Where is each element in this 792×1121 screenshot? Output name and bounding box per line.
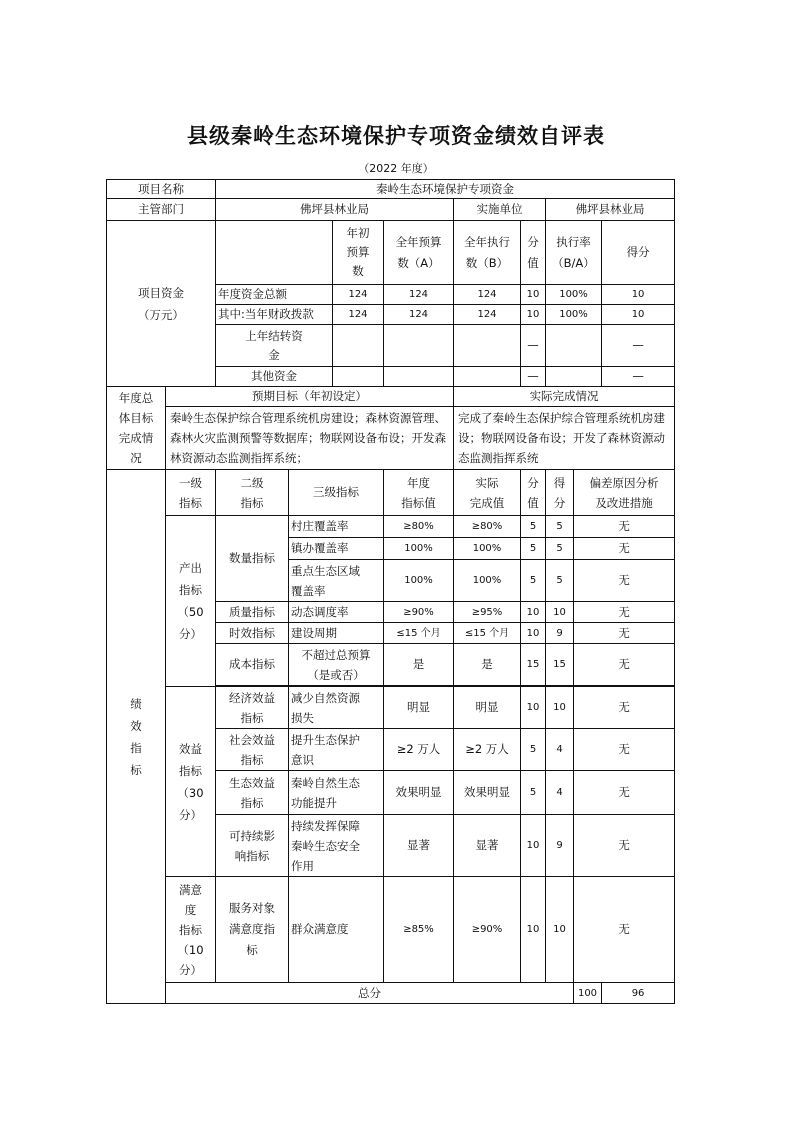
funds-row-exec <box>454 367 521 387</box>
perf-item-actual: ≥80% <box>454 516 521 538</box>
expected-goal-text: 秦岭生态保护综合管理系统机房建设；森林资源管理、森林火灾监测预警等数据库；物联网设备布设；开发森林资源动态监测指挥系统； <box>166 407 454 470</box>
perf-item-name: 减少自然资源 损失 <box>289 687 384 729</box>
funds-row-rate: 100% <box>546 305 602 325</box>
project-name-value: 秦岭生态环境保护专项资金 <box>216 180 675 199</box>
funds-row-exec: 124 <box>454 285 521 305</box>
perf-item-reason: 无 <box>574 644 675 686</box>
funds-row-budget <box>384 325 454 367</box>
funds-row-budget: 124 <box>384 285 454 305</box>
total-label: 总分 <box>166 983 574 1004</box>
perf-item-target: 明显 <box>384 687 454 729</box>
funds-row-budget <box>384 367 454 387</box>
perf-item-score: 5 <box>546 538 574 560</box>
perf-item-actual: 效果明显 <box>454 771 521 815</box>
perf-item-name: 建设周期 <box>289 623 384 644</box>
funds-row-exec <box>454 325 521 367</box>
perf-item-reason: 无 <box>574 560 675 602</box>
perf-header-score: 得 分 <box>546 470 574 516</box>
perf-item-value: 5 <box>521 538 546 560</box>
perf-row <box>107 687 675 729</box>
funds-header-initial: 年初 预算 数 <box>333 221 384 285</box>
perf-item-name: 持续发挥保障 秦岭生态安全 作用 <box>289 815 384 877</box>
perf-item-name: 重点生态区域 覆盖率 <box>289 560 384 602</box>
time-indicator-label: 时效指标 <box>216 623 289 644</box>
dept-label: 主管部门 <box>107 199 216 221</box>
perf-item-value: 10 <box>521 815 546 877</box>
perf-item-value: 5 <box>521 771 546 815</box>
page-title: 县级秦岭生态环境保护专项资金绩效自评表 <box>187 123 605 148</box>
funds-label: 项目资金 （万元） <box>107 221 216 387</box>
perf-item-reason: 无 <box>574 729 675 771</box>
perf-item-value: 10 <box>521 602 546 623</box>
perf-item-target: 是 <box>384 644 454 686</box>
total-row <box>107 983 675 1004</box>
perf-item-target: ≥2 万人 <box>384 729 454 771</box>
funds-row-value: 10 <box>521 285 546 305</box>
output-indicator-label: 产出 指标 （50 分） <box>166 516 216 687</box>
perf-item-actual: ≥90% <box>454 877 521 983</box>
funds-row-label: 年度资金总额 <box>216 285 333 305</box>
perf-item-actual: ≥95% <box>454 602 521 623</box>
econ-indicator-label: 经济效益 指标 <box>216 687 289 729</box>
perf-item-score: 10 <box>546 687 574 729</box>
impl-label: 实施单位 <box>454 199 546 221</box>
perf-item-score: 10 <box>546 602 574 623</box>
perf-item-value: 5 <box>521 560 546 602</box>
service-indicator-label: 服务对象 满意度指 标 <box>216 877 289 983</box>
funds-header-score: 得分 <box>602 221 675 285</box>
funds-row-initial: 124 <box>333 305 384 325</box>
perf-header-value: 分 值 <box>521 470 546 516</box>
quality-indicator-label: 质量指标 <box>216 602 289 623</box>
funds-row-label: 上年结转资 金 <box>216 325 333 367</box>
quantity-indicator-label: 数量指标 <box>216 516 289 602</box>
eco-indicator-label: 生态效益 指标 <box>216 771 289 815</box>
perf-item-score: 5 <box>546 516 574 538</box>
satisfaction-indicator-label: 满意 度 指标 （10 分） <box>166 877 216 983</box>
perf-header-reason: 偏差原因分析 及改进措施 <box>574 470 675 516</box>
funds-row-score: 10 <box>602 305 675 325</box>
perf-header-lvl3: 三级指标 <box>289 470 384 516</box>
perf-item-name: 提升生态保护 意识 <box>289 729 384 771</box>
perf-item-value: 10 <box>521 877 546 983</box>
funds-row-budget: 124 <box>384 305 454 325</box>
perf-item-target: 100% <box>384 538 454 560</box>
funds-row-label: 其他资金 <box>216 367 333 387</box>
perf-item-reason: 无 <box>574 538 675 560</box>
perf-header-lvl1: 一级 指标 <box>166 470 216 516</box>
perf-item-score: 15 <box>546 644 574 686</box>
perf-item-target: ≥90% <box>384 602 454 623</box>
perf-item-target: 效果明显 <box>384 771 454 815</box>
perf-item-target: ≤15 个月 <box>384 623 454 644</box>
perf-item-name: 秦岭自然生态 功能提升 <box>289 771 384 815</box>
funds-row-score: — <box>602 367 675 387</box>
perf-item-reason: 无 <box>574 687 675 729</box>
cost-indicator-label: 成本指标 <box>216 644 289 686</box>
perf-item-reason: 无 <box>574 815 675 877</box>
funds-row-value: — <box>521 367 546 387</box>
perf-item-value: 15 <box>521 644 546 686</box>
benefit-indicator-label: 效益 指标 （30 分） <box>166 687 216 877</box>
perf-item-reason: 无 <box>574 623 675 644</box>
funds-header-exec: 全年执行 数（B） <box>454 221 521 285</box>
funds-header-row <box>107 221 675 285</box>
perf-item-actual: 是 <box>454 644 521 686</box>
perf-item-reason: 无 <box>574 516 675 538</box>
funds-header-value: 分 值 <box>521 221 546 285</box>
sustain-indicator-label: 可持续影 响指标 <box>216 815 289 877</box>
funds-row-rate <box>546 367 602 387</box>
funds-row-score: 10 <box>602 285 675 305</box>
perf-item-value: 10 <box>521 623 546 644</box>
funds-row-rate <box>546 325 602 367</box>
perf-item-score: 10 <box>546 877 574 983</box>
funds-row-label: 其中:当年财政拨款 <box>216 305 333 325</box>
perf-item-name: 动态调度率 <box>289 602 384 623</box>
perf-item-actual: 显著 <box>454 815 521 877</box>
actual-goal-text: 完成了秦岭生态保护综合管理系统机房建设；物联网设备布设；开发了森林资源动态监测指挥系统 <box>454 407 675 470</box>
perf-item-actual: ≤15 个月 <box>454 623 521 644</box>
impl-value: 佛坪县林业局 <box>546 199 675 221</box>
perf-row <box>107 516 675 538</box>
perf-item-score: 9 <box>546 623 574 644</box>
funds-row-exec: 124 <box>454 305 521 325</box>
perf-label: 绩 效 指 标 <box>107 470 166 1004</box>
funds-header-blank <box>216 221 333 285</box>
goals-header-row <box>107 387 675 407</box>
perf-item-score: 9 <box>546 815 574 877</box>
funds-row-initial: 124 <box>333 285 384 305</box>
perf-item-name: 村庄覆盖率 <box>289 516 384 538</box>
goals-label: 年度总 体目标 完成情 况 <box>107 387 166 470</box>
social-indicator-label: 社会效益 指标 <box>216 729 289 771</box>
funds-row-value: 10 <box>521 305 546 325</box>
perf-item-reason: 无 <box>574 771 675 815</box>
funds-header-rate: 执行率 （B/A） <box>546 221 602 285</box>
funds-row-initial <box>333 367 384 387</box>
funds-header-budget: 全年预算 数（A） <box>384 221 454 285</box>
perf-item-name: 不超过总预算 （是或否） <box>289 644 384 686</box>
perf-header-target: 年度 指标值 <box>384 470 454 516</box>
perf-item-target: ≥80% <box>384 516 454 538</box>
funds-row-initial <box>333 325 384 367</box>
perf-item-score: 4 <box>546 771 574 815</box>
perf-header-actual: 实际 完成值 <box>454 470 521 516</box>
project-name-row <box>107 180 675 199</box>
perf-item-score: 4 <box>546 729 574 771</box>
perf-item-score: 5 <box>546 560 574 602</box>
perf-item-name: 群众满意度 <box>289 877 384 983</box>
perf-item-value: 10 <box>521 687 546 729</box>
perf-header-lvl2: 二级 指标 <box>216 470 289 516</box>
project-name-label: 项目名称 <box>107 180 216 199</box>
perf-item-actual: 100% <box>454 538 521 560</box>
perf-item-value: 5 <box>521 516 546 538</box>
perf-row <box>107 877 675 983</box>
perf-item-name: 镇办覆盖率 <box>289 538 384 560</box>
dept-row <box>107 199 675 221</box>
dept-value: 佛坪县林业局 <box>216 199 454 221</box>
perf-header-row <box>107 470 675 516</box>
total-score: 96 <box>602 983 675 1004</box>
funds-row-score: — <box>602 325 675 367</box>
funds-row-rate: 100% <box>546 285 602 305</box>
expected-goal-label: 预期目标（年初设定） <box>166 387 454 407</box>
perf-item-actual: ≥2 万人 <box>454 729 521 771</box>
goals-content-row <box>107 407 675 470</box>
perf-item-actual: 100% <box>454 560 521 602</box>
perf-item-target: ≥85% <box>384 877 454 983</box>
actual-goal-label: 实际完成情况 <box>454 387 675 407</box>
self-evaluation-table <box>106 179 675 1004</box>
perf-item-target: 100% <box>384 560 454 602</box>
total-value: 100 <box>574 983 602 1004</box>
year-subtitle: （2022 年度） <box>358 162 434 175</box>
funds-row-value: — <box>521 325 546 367</box>
perf-item-target: 显著 <box>384 815 454 877</box>
perf-item-reason: 无 <box>574 602 675 623</box>
perf-item-reason: 无 <box>574 877 675 983</box>
perf-item-actual: 明显 <box>454 687 521 729</box>
perf-item-value: 5 <box>521 729 546 771</box>
